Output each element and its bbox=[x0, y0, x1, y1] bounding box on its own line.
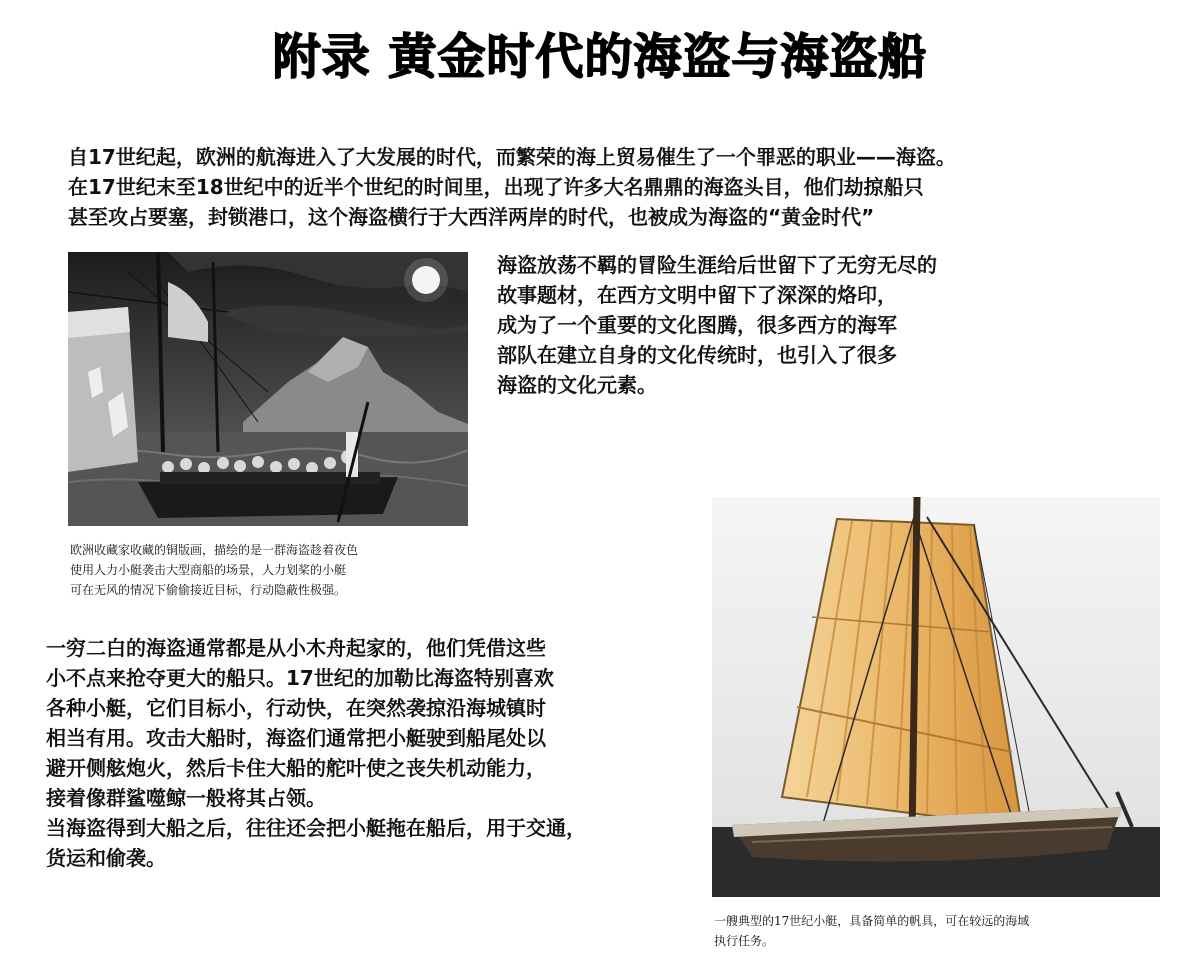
boats-line: 接着像群鲨噬鲸一般将其占领。 bbox=[46, 786, 326, 810]
boats-line: 避开侧舷炮火，然后卡住大船的舵叶使之丧失机动能力， bbox=[46, 756, 546, 780]
sailing-boat-image bbox=[712, 497, 1160, 897]
boats-line: 相当有用。攻击大船时，海盗们通常把小艇驶到船尾处以 bbox=[46, 726, 546, 750]
intro-line: 自17世纪起，欧洲的航海进入了大发展的时代，而繁荣的海上贸易催生了一个罪恶的职业——海盗。 bbox=[68, 145, 956, 169]
culture-line: 故事题材，在西方文明中留下了深深的烙印， bbox=[497, 283, 897, 307]
sailing-boat-icon bbox=[712, 497, 1160, 897]
boats-line: 小不点来抢夺更大的船只。17世纪的加勒比海盗特别喜欢 bbox=[46, 666, 554, 690]
caption-line: 使用人力小艇袭击大型商船的场景，人力划桨的小艇 bbox=[70, 563, 347, 577]
boats-line: 货运和偷袭。 bbox=[46, 846, 166, 870]
small-boats-paragraph bbox=[46, 633, 586, 873]
culture-line: 海盗放荡不羁的冒险生涯给后世留下了无穷无尽的 bbox=[497, 253, 937, 277]
culture-line: 成为了一个重要的文化图腾，很多西方的海军 bbox=[497, 313, 897, 337]
boat-caption bbox=[714, 911, 1029, 951]
caption-line: 可在无风的情况下偷偷接近目标，行动隐蔽性极强。 bbox=[70, 583, 347, 597]
intro-line: 在17世纪末至18世纪中的近半个世纪的时间里，出现了许多大名鼎鼎的海盗头目，他们劫掠船只 bbox=[68, 175, 924, 199]
caption-line: 一艘典型的17世纪小艇，具备简单的帆具，可在较远的海域 bbox=[714, 914, 1030, 928]
engraving-caption bbox=[70, 540, 358, 600]
culture-line: 海盗的文化元素。 bbox=[497, 373, 657, 397]
caption-line: 欧洲收藏家收藏的铜版画，描绘的是一群海盗趁着夜色 bbox=[70, 543, 359, 557]
boats-line: 各种小艇，它们目标小，行动快，在突然袭掠沿海城镇时 bbox=[46, 696, 546, 720]
night-raid-engraving-icon bbox=[68, 252, 468, 526]
culture-line: 部队在建立自身的文化传统时，也引入了很多 bbox=[497, 343, 897, 367]
boats-line: 当海盗得到大船之后，往往还会把小艇拖在船后，用于交通， bbox=[46, 816, 586, 840]
intro-line: 甚至攻占要塞，封锁港口，这个海盗横行于大西洋两岸的时代，也被成为海盗的“黄金时代” bbox=[68, 205, 875, 229]
page-title: 附录 黄金时代的海盗与海盗船 bbox=[272, 29, 928, 85]
engraving-image bbox=[68, 252, 468, 526]
intro-paragraph bbox=[68, 142, 956, 232]
boats-line: 一穷二白的海盗通常都是从小木舟起家的，他们凭借这些 bbox=[46, 636, 546, 660]
caption-line: 执行任务。 bbox=[714, 934, 775, 948]
culture-paragraph bbox=[497, 250, 937, 400]
